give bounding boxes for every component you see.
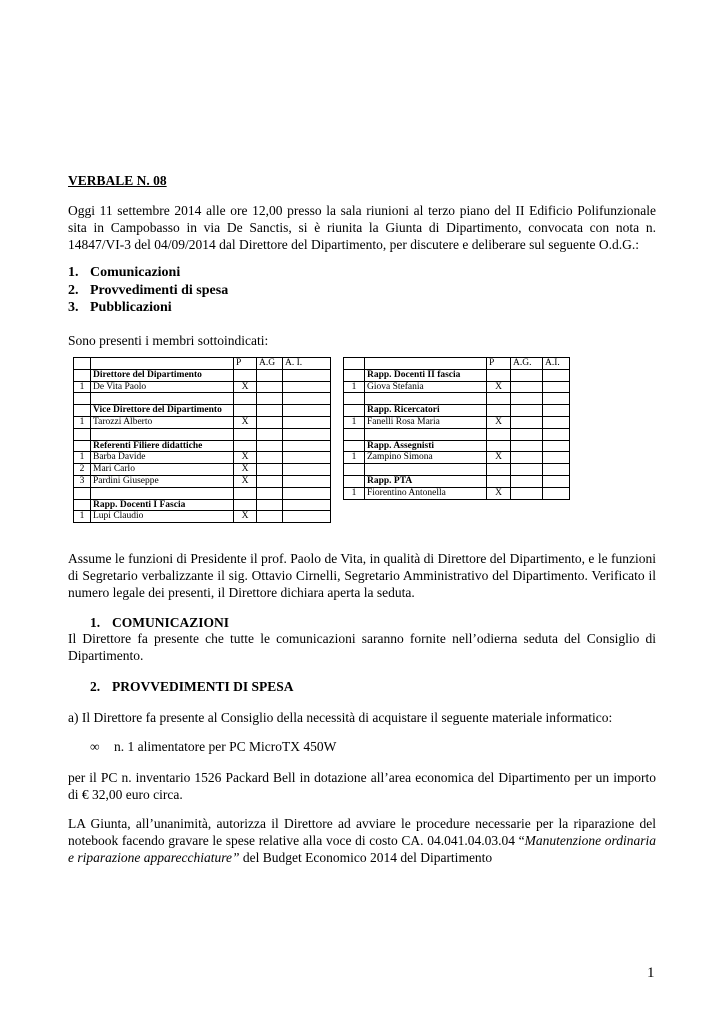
table-cell (74, 428, 91, 440)
table-cell (257, 499, 283, 511)
table-cell (234, 499, 257, 511)
table-cell (344, 440, 365, 452)
table-cell (511, 487, 543, 499)
table-cell (283, 475, 331, 487)
section-1-text: Il Direttore fa presente che tutte le comunicazioni saranno fornite nell’odierna seduta del Consiglio di Dipartimento. (68, 631, 656, 663)
table-cell (234, 440, 257, 452)
table-row (344, 440, 570, 452)
infinity-bullet-icon: ∞ (90, 739, 100, 754)
table-cell (344, 358, 365, 370)
table-row (344, 487, 570, 499)
table-row (74, 369, 331, 381)
table-cell: Rapp. Docenti II fascia (365, 369, 487, 381)
pc-paragraph: per il PC n. inventario 1526 Packard Bell in dotazione all’area economica del Dipartimento per un importo di € 32,00 euro circa. (68, 770, 656, 802)
table-cell: X (487, 487, 511, 499)
item-a-text: a) Il Direttore fa presente al Consiglio della necessità di acquistare il seguente materiale informatico: (68, 710, 613, 725)
table-cell (487, 369, 511, 381)
table-cell (234, 369, 257, 381)
table-row (74, 416, 331, 428)
table-cell: A.I. (543, 358, 570, 370)
table-row (344, 475, 570, 487)
table-row (344, 369, 570, 381)
giunta-paragraph: LA Giunta, all’unanimità, autorizza il Direttore ad avviare le procedure necessarie per la riparazione del notebook facendo gravare le spese relative alla voce di costo CA. 04.041.04.03.04 “Manutenzione ordinaria e riparazione apparecchiature” del Budget Economico 2014 del Dipartimento (68, 816, 656, 865)
table-cell (365, 464, 487, 476)
table-cell: Barba Davide (91, 452, 234, 464)
table-cell (257, 405, 283, 417)
table-cell (344, 393, 365, 405)
table-cell (74, 487, 91, 499)
table-row (74, 440, 331, 452)
table-cell (543, 393, 570, 405)
table-cell (344, 369, 365, 381)
table-header-row (74, 358, 331, 370)
table-cell (257, 369, 283, 381)
table-cell (543, 381, 570, 393)
table-row (344, 452, 570, 464)
table-cell (283, 369, 331, 381)
table-cell (283, 452, 331, 464)
table-cell (511, 475, 543, 487)
table-cell: X (234, 475, 257, 487)
table-cell: A.G (257, 358, 283, 370)
table-cell (365, 428, 487, 440)
table-cell (283, 464, 331, 476)
table-cell (283, 393, 331, 405)
table-cell (511, 405, 543, 417)
table-cell (257, 487, 283, 499)
table-cell: Fiorentino Antonella (365, 487, 487, 499)
table-cell (344, 428, 365, 440)
table-cell (283, 405, 331, 417)
table-cell: 1 (74, 381, 91, 393)
members-table-left (73, 357, 331, 523)
table-cell (487, 464, 511, 476)
table-cell: Mari Carlo (91, 464, 234, 476)
table-cell (74, 369, 91, 381)
table-cell: Fanelli Rosa Maria (365, 416, 487, 428)
table-row (344, 464, 570, 476)
table-cell (511, 452, 543, 464)
table-cell (283, 511, 331, 523)
table-cell (543, 428, 570, 440)
table-row (74, 393, 331, 405)
table-cell: Referenti Filiere didattiche (91, 440, 234, 452)
table-cell (74, 499, 91, 511)
table-cell (234, 428, 257, 440)
table-cell (91, 393, 234, 405)
table-row (74, 511, 331, 523)
table-cell (543, 487, 570, 499)
table-cell (543, 369, 570, 381)
table-cell: Rapp. Ricercatori (365, 405, 487, 417)
table-cell (511, 416, 543, 428)
document-title: VERBALE N. 08 (68, 173, 167, 188)
table-cell (511, 428, 543, 440)
table-row (344, 393, 570, 405)
agenda-list (68, 264, 228, 317)
table-cell: X (234, 452, 257, 464)
table-cell (487, 475, 511, 487)
table-cell (257, 428, 283, 440)
section-2-heading: 2. PROVVEDIMENTI DI SPESA (90, 679, 294, 694)
table-cell (91, 358, 234, 370)
page-number: 1 (647, 965, 655, 981)
table-cell: 1 (344, 487, 365, 499)
table-cell (234, 487, 257, 499)
table-row (74, 381, 331, 393)
table-cell (91, 428, 234, 440)
table-cell (543, 405, 570, 417)
agenda-item: 3. Pubblicazioni (68, 300, 172, 315)
table-cell: 1 (74, 416, 91, 428)
members-intro: Sono presenti i membri sottoindicati: (68, 333, 269, 348)
table-cell (283, 487, 331, 499)
table-row (344, 428, 570, 440)
table-cell (257, 393, 283, 405)
presidency-paragraph: Assume le funzioni di Presidente il prof. Paolo de Vita, in qualità di Direttore del Dipartimento, e le funzioni di Segretario verbalizzante il sig. Ottavio Cirnelli, Segretario Amministrativo del Dipartimento. Verificato il numero legale dei presenti, il Direttore dichiara aperta la seduta. (68, 551, 656, 600)
table-cell: Zampino Simona (365, 452, 487, 464)
table-cell (283, 416, 331, 428)
table-cell: X (234, 381, 257, 393)
table-cell: Rapp. PTA (365, 475, 487, 487)
table-cell: Direttore del Dipartimento (91, 369, 234, 381)
table-cell: 1 (344, 381, 365, 393)
table-cell (344, 405, 365, 417)
table-cell (487, 428, 511, 440)
table-cell: A. I. (283, 358, 331, 370)
table-cell (487, 405, 511, 417)
table-cell (257, 416, 283, 428)
table-cell (511, 464, 543, 476)
table-cell: X (487, 416, 511, 428)
table-cell (283, 440, 331, 452)
table-cell (344, 464, 365, 476)
table-cell: X (234, 464, 257, 476)
table-cell: A.G. (511, 358, 543, 370)
table-cell: 1 (74, 452, 91, 464)
table-cell: Pardini Giuseppe (91, 475, 234, 487)
table-row (74, 499, 331, 511)
intro-paragraph: Oggi 11 settembre 2014 alle ore 12,00 presso la sala riunioni al terzo piano del II Edificio Polifunzionale sita in Campobasso in via De Sanctis, si è riunita la Giunta di Dipartimento, convocata con nota n. 14847/VI-3 del 04/09/2014 dal Direttore del Dipartimento, per discutere e deliberare sul seguente O.d.G.: (68, 203, 656, 252)
table-cell (511, 440, 543, 452)
table-cell (257, 511, 283, 523)
table-cell (74, 405, 91, 417)
table-cell: Lupi Claudio (91, 511, 234, 523)
table-cell (74, 393, 91, 405)
table-cell: X (234, 416, 257, 428)
table-cell: X (487, 381, 511, 393)
table-row (74, 428, 331, 440)
table-cell (74, 358, 91, 370)
table-cell (283, 499, 331, 511)
table-cell (283, 428, 331, 440)
table-cell (543, 475, 570, 487)
table-cell: 1 (344, 452, 365, 464)
table-cell: Tarozzi Alberto (91, 416, 234, 428)
table-cell: 1 (74, 511, 91, 523)
table-cell: Rapp. Assegnisti (365, 440, 487, 452)
table-row (74, 464, 331, 476)
table-row (74, 405, 331, 417)
table-cell (74, 440, 91, 452)
table-cell (91, 487, 234, 499)
table-cell: 1 (344, 416, 365, 428)
bullet-item: ∞ n. 1 alimentatore per PC MicroTX 450W (90, 739, 337, 754)
table-cell: P (234, 358, 257, 370)
table-cell: Vice Direttore del Dipartimento (91, 405, 234, 417)
table-cell (487, 440, 511, 452)
table-cell: Rapp. Docenti I Fascia (91, 499, 234, 511)
table-cell (283, 381, 331, 393)
table-cell (234, 405, 257, 417)
table-cell: 2 (74, 464, 91, 476)
table-cell (511, 381, 543, 393)
table-cell (543, 464, 570, 476)
table-cell (257, 475, 283, 487)
section-1-heading: 1. COMUNICAZIONI (90, 615, 230, 630)
table-cell: P (487, 358, 511, 370)
table-cell (487, 393, 511, 405)
table-row (344, 405, 570, 417)
table-cell (257, 464, 283, 476)
table-cell (257, 381, 283, 393)
table-cell (257, 452, 283, 464)
agenda-item: 2. Provvedimenti di spesa (68, 282, 229, 298)
members-table-right (343, 357, 570, 500)
table-cell (257, 440, 283, 452)
table-cell (543, 440, 570, 452)
table-header-row (344, 358, 570, 370)
table-cell: X (487, 452, 511, 464)
table-row (344, 381, 570, 393)
table-cell (511, 369, 543, 381)
table-cell (511, 393, 543, 405)
table-cell: 3 (74, 475, 91, 487)
table-cell (365, 358, 487, 370)
table-cell (543, 452, 570, 464)
table-cell (365, 393, 487, 405)
table-cell (234, 393, 257, 405)
table-cell: Giova Stefania (365, 381, 487, 393)
table-cell: De Vita Paolo (91, 381, 234, 393)
table-cell (344, 475, 365, 487)
table-row (74, 452, 331, 464)
table-cell (543, 416, 570, 428)
table-row (344, 416, 570, 428)
table-row (74, 487, 331, 499)
table-row (74, 475, 331, 487)
agenda-item: 1. Comunicazioni (68, 265, 181, 280)
table-cell: X (234, 511, 257, 523)
